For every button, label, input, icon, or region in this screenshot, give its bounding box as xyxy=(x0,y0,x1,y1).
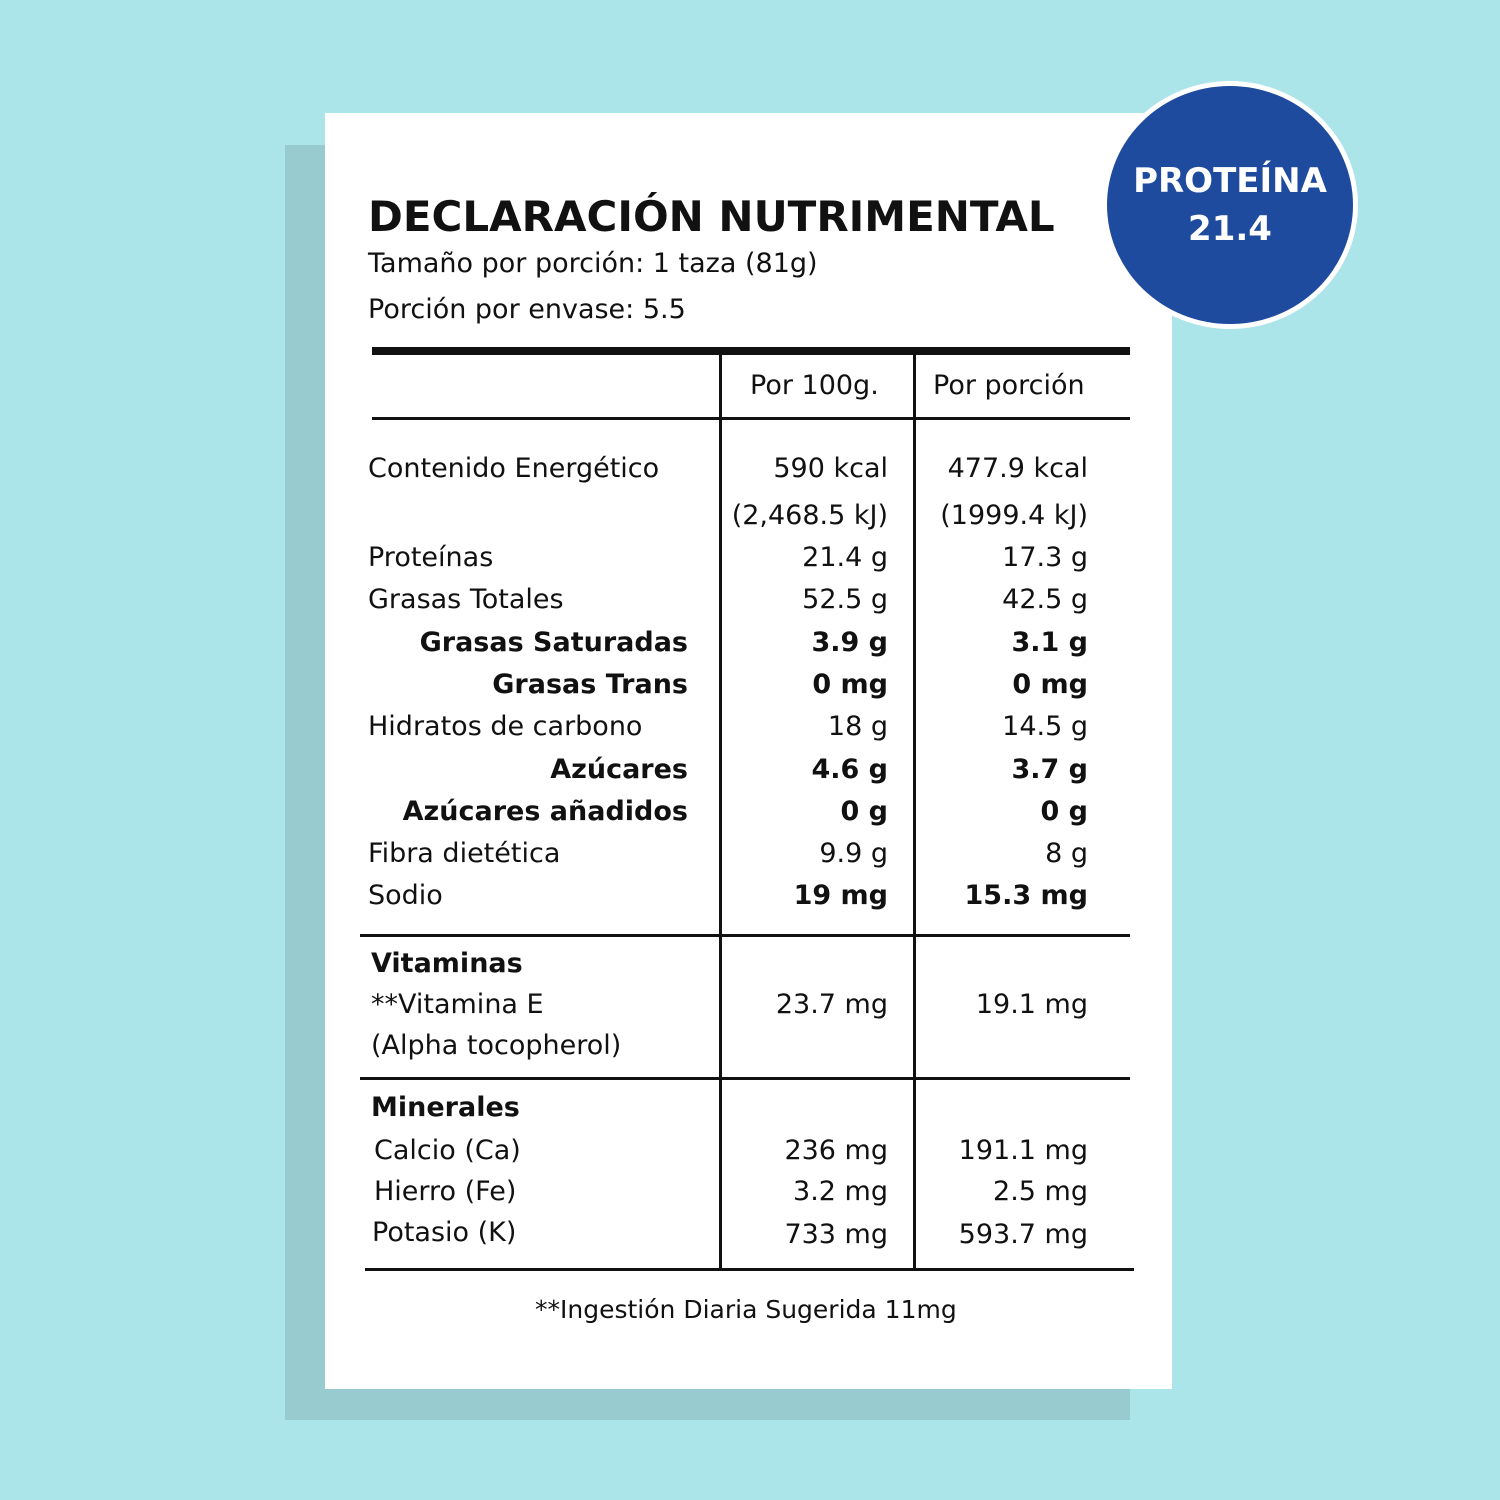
mineral-portion: 2.5 mg xyxy=(993,1176,1088,1207)
protein-badge xyxy=(1107,86,1353,324)
nutrient-per100: 4.6 g xyxy=(811,754,888,785)
mineral-per100: 733 mg xyxy=(784,1219,888,1250)
bottom-rule xyxy=(365,1268,1134,1271)
mineral-portion: 191.1 mg xyxy=(958,1135,1088,1166)
column-header-per100: Por 100g. xyxy=(750,370,879,401)
nutrient-portion: 17.3 g xyxy=(1002,542,1088,573)
vitamin-e-portion: 19.1 mg xyxy=(975,989,1088,1020)
footnote: **Ingestión Diaria Sugerida 11mg xyxy=(535,1295,957,1324)
minerals-rule xyxy=(360,1077,1130,1080)
nutrient-label-azucares: Azúcares xyxy=(550,754,688,785)
nutrient-portion: 15.3 mg xyxy=(964,880,1088,911)
header-rule xyxy=(372,417,1130,420)
serving-size: Tamaño por porción: 1 taza (81g) xyxy=(368,248,818,279)
nutrient-label-azucares-anadidos: Azúcares añadidos xyxy=(402,796,688,827)
energy-label: Contenido Energético xyxy=(368,453,660,484)
nutrient-portion: 0 g xyxy=(1040,796,1088,827)
vitamin-e-per100: 23.7 mg xyxy=(775,989,888,1020)
servings-per-container: Porción por envase: 5.5 xyxy=(368,294,686,325)
nutrient-per100: 0 g xyxy=(840,796,888,827)
nutrient-label-proteinas: Proteínas xyxy=(368,542,494,573)
energy-per100-kj: (2,468.5 kJ) xyxy=(731,500,888,531)
mineral-label-potasio: Potasio (K) xyxy=(372,1217,517,1248)
mineral-label-calcio: Calcio (Ca) xyxy=(374,1135,521,1166)
nutrient-portion: 8 g xyxy=(1045,838,1088,869)
nutrient-label-fibra: Fibra dietética xyxy=(368,838,561,869)
nutrient-per100: 52.5 g xyxy=(802,584,888,615)
mineral-per100: 3.2 mg xyxy=(793,1176,888,1207)
energy-portion-kcal: 477.9 kcal xyxy=(947,453,1088,484)
nutrient-portion: 42.5 g xyxy=(1002,584,1088,615)
energy-per100-kcal: 590 kcal xyxy=(773,453,888,484)
nutrient-per100: 21.4 g xyxy=(802,542,888,573)
energy-portion-kj: (1999.4 kJ) xyxy=(940,500,1088,531)
column-header-perportion: Por porción xyxy=(933,370,1085,401)
nutrient-per100: 18 g xyxy=(827,711,888,742)
vitamin-e-label: **Vitamina E xyxy=(371,989,544,1020)
nutrient-label-hidratos: Hidratos de carbono xyxy=(368,711,643,742)
nutrient-label-grasas-totales: Grasas Totales xyxy=(368,584,564,615)
nutrient-per100: 3.9 g xyxy=(811,627,888,658)
label-title: DECLARACIÓN NUTRIMENTAL xyxy=(368,192,1055,241)
vitamins-rule xyxy=(360,934,1130,937)
nutrient-per100: 9.9 g xyxy=(819,838,888,869)
nutrient-per100: 19 mg xyxy=(793,880,888,911)
vitamin-e-sublabel: (Alpha tocopherol) xyxy=(371,1030,622,1061)
thick-rule xyxy=(372,347,1130,355)
badge-value: 21.4 xyxy=(1188,209,1272,249)
nutrient-label-sodio: Sodio xyxy=(368,880,443,911)
nutrient-label-grasas-trans: Grasas Trans xyxy=(492,669,688,700)
nutrient-portion: 3.1 g xyxy=(1011,627,1088,658)
mineral-label-hierro: Hierro (Fe) xyxy=(374,1176,517,1207)
mineral-portion: 593.7 mg xyxy=(958,1219,1088,1250)
badge-label: PROTEÍNA xyxy=(1133,161,1327,201)
nutrient-per100: 0 mg xyxy=(812,669,888,700)
nutrient-portion: 3.7 g xyxy=(1011,754,1088,785)
nutrient-portion: 0 mg xyxy=(1012,669,1088,700)
vitamins-heading: Vitaminas xyxy=(371,948,523,979)
mineral-per100: 236 mg xyxy=(784,1135,888,1166)
minerals-heading: Minerales xyxy=(371,1092,520,1123)
nutrient-label-grasas-saturadas: Grasas Saturadas xyxy=(419,627,688,658)
nutrient-portion: 14.5 g xyxy=(1002,711,1088,742)
